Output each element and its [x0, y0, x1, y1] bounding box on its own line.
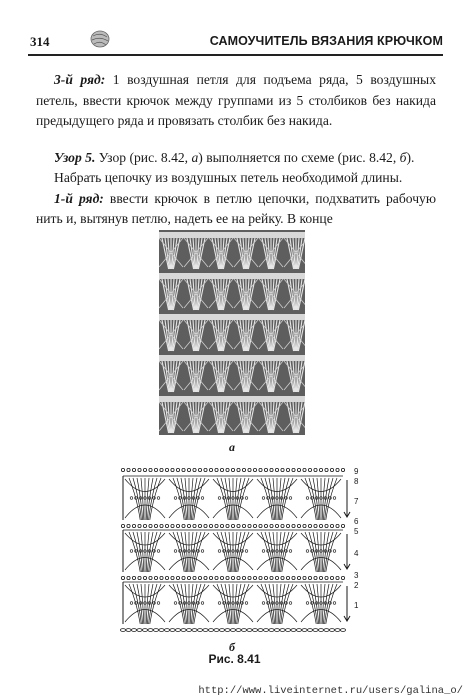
page-header: [28, 28, 443, 56]
row-number: 1: [354, 601, 359, 610]
pattern-5-text-a: Узор (рис. 8.42,: [95, 149, 192, 165]
lace-photo: [159, 230, 305, 435]
book-title: САМОУЧИТЕЛЬ ВЯЗАНИЯ КРЮЧКОМ: [209, 34, 443, 48]
figure-caption: Рис. 8.41: [208, 652, 261, 666]
row-number: 3: [354, 571, 359, 580]
body-text: [36, 70, 436, 230]
pattern-5-lead: Узор 5.: [54, 149, 96, 165]
row-number: 2: [354, 581, 359, 590]
page-number: 314: [30, 34, 50, 49]
row-number: 6: [354, 517, 359, 526]
row-number: 7: [354, 497, 359, 506]
yarn-ball-icon: [90, 30, 110, 48]
row-number: 5: [354, 527, 359, 536]
paragraph-pattern-5: [36, 148, 436, 169]
pattern-5-text-b: ) выполняется по схеме (рис. 8.42,: [198, 149, 400, 165]
row-3-lead: 3-й ряд:: [54, 72, 106, 87]
pattern-5-text-c: ).: [406, 149, 415, 165]
figure-label-a: а: [229, 440, 235, 454]
row-number: 9: [354, 467, 359, 476]
row-1-text: ввести крючок в петлю цепочки, подхватить рабочую нить и, вытянув петлю, надеть ее на рейку. В конце: [36, 190, 436, 226]
paragraph-row-3: [36, 70, 436, 132]
row-1-lead: 1-й ряд:: [54, 190, 104, 206]
figure-label-b: б: [229, 640, 235, 654]
watermark: http://www.liveinternet.ru/users/galina_o/: [198, 685, 463, 697]
row-number: 4: [354, 549, 359, 558]
paragraph-row-1: [36, 189, 436, 230]
crochet-chart-diagram: [115, 464, 360, 639]
pattern-5-ref-a: а: [191, 149, 199, 165]
pattern-5-ref-b: б: [399, 149, 407, 165]
paragraph-chain: Набрать цепочку из воздушных петель необходимой длины.: [54, 170, 403, 185]
row-3-text: 1 воздушная петля для подъема ряда, 5 воздушных петель, ввести крючок между группами из 5 столбиков без накида предыдущего ряда и провязать столбик без накида.: [36, 72, 436, 128]
row-number: 8: [354, 477, 359, 486]
